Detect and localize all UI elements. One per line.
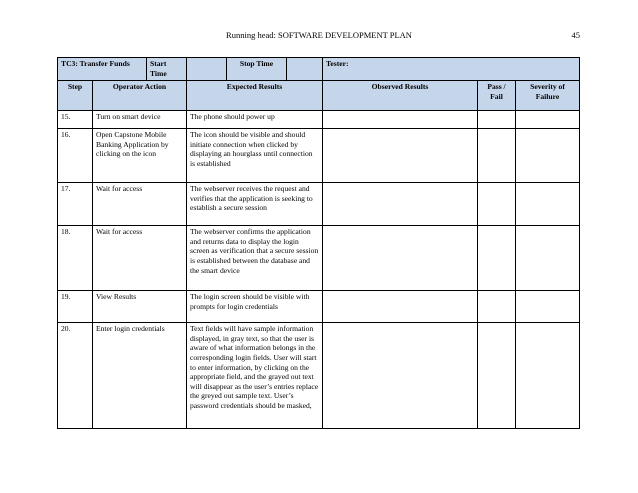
column-header-operator-action: Operator Action [93, 81, 187, 111]
page-number: 45 [571, 30, 580, 40]
start-time-label: Start Time [147, 58, 187, 81]
expected-result: The webserver receives the request and verifies that the application is seeking to establish a secure session [187, 183, 323, 226]
test-case-table [57, 57, 580, 429]
severity [516, 291, 580, 323]
start-time-value [187, 58, 227, 81]
table-row [58, 323, 580, 429]
column-header-observed-results: Observed Results [323, 81, 478, 111]
expected-result: The phone should power up [187, 111, 323, 129]
table-row [58, 129, 580, 183]
severity [516, 226, 580, 291]
step-number: 18. [58, 226, 93, 291]
observed-result [323, 129, 478, 183]
stop-time-label: Stop Time [227, 58, 287, 81]
pass-fail [478, 129, 516, 183]
observed-result [323, 183, 478, 226]
expected-result: Text fields will have sample information displayed, in gray text, so that the user is aware of what information belongs in the corresponding login fields. User will start to enter information, by clicking on the appropriate field, and the grayed out text will disappear as the user’s entries replace the greyed out sample text. User’s password credentials should be masked, [187, 323, 323, 429]
column-header-severity: Severity of Failure [516, 81, 580, 111]
step-number: 15. [58, 111, 93, 129]
expected-result: The webserver confirms the application and returns data to display the login screen as verification that a secure session is established between the database and the smart device [187, 226, 323, 291]
table-row [58, 226, 580, 291]
column-header-expected-results: Expected Results [187, 81, 323, 111]
pass-fail [478, 111, 516, 129]
observed-result [323, 111, 478, 129]
operator-action: View Results [93, 291, 187, 323]
pass-fail [478, 183, 516, 226]
column-header-pass-fail: Pass / Fail [478, 81, 516, 111]
operator-action: Wait for access [93, 183, 187, 226]
tester-field: Tester: [323, 58, 580, 81]
operator-action: Turn on smart device [93, 111, 187, 129]
observed-result [323, 323, 478, 429]
running-head-title: Running head: SOFTWARE DEVELOPMENT PLAN [226, 30, 412, 40]
severity [516, 183, 580, 226]
operator-action: Open Capstone Mobile Banking Application by clicking on the icon [93, 129, 187, 183]
pass-fail [478, 323, 516, 429]
operator-action: Wait for access [93, 226, 187, 291]
severity [516, 111, 580, 129]
test-case-name: TC3: Transfer Funds [58, 58, 147, 81]
pass-fail [478, 226, 516, 291]
table-row [58, 291, 580, 323]
test-case-info-row [58, 58, 580, 81]
expected-result: The icon should be visible and should initiate connection when clicked by displaying an hourglass until connection is established [187, 129, 323, 183]
step-number: 17. [58, 183, 93, 226]
column-header-row [58, 81, 580, 111]
severity [516, 323, 580, 429]
stop-time-value [287, 58, 323, 81]
severity [516, 129, 580, 183]
pass-fail [478, 291, 516, 323]
expected-result: The login screen should be visible with prompts for login credentials [187, 291, 323, 323]
operator-action: Enter login credentials [93, 323, 187, 429]
step-number: 20. [58, 323, 93, 429]
table-row [58, 183, 580, 226]
running-header [0, 30, 638, 44]
step-number: 19. [58, 291, 93, 323]
observed-result [323, 226, 478, 291]
step-number: 16. [58, 129, 93, 183]
column-header-step: Step [58, 81, 93, 111]
table-row [58, 111, 580, 129]
observed-result [323, 291, 478, 323]
